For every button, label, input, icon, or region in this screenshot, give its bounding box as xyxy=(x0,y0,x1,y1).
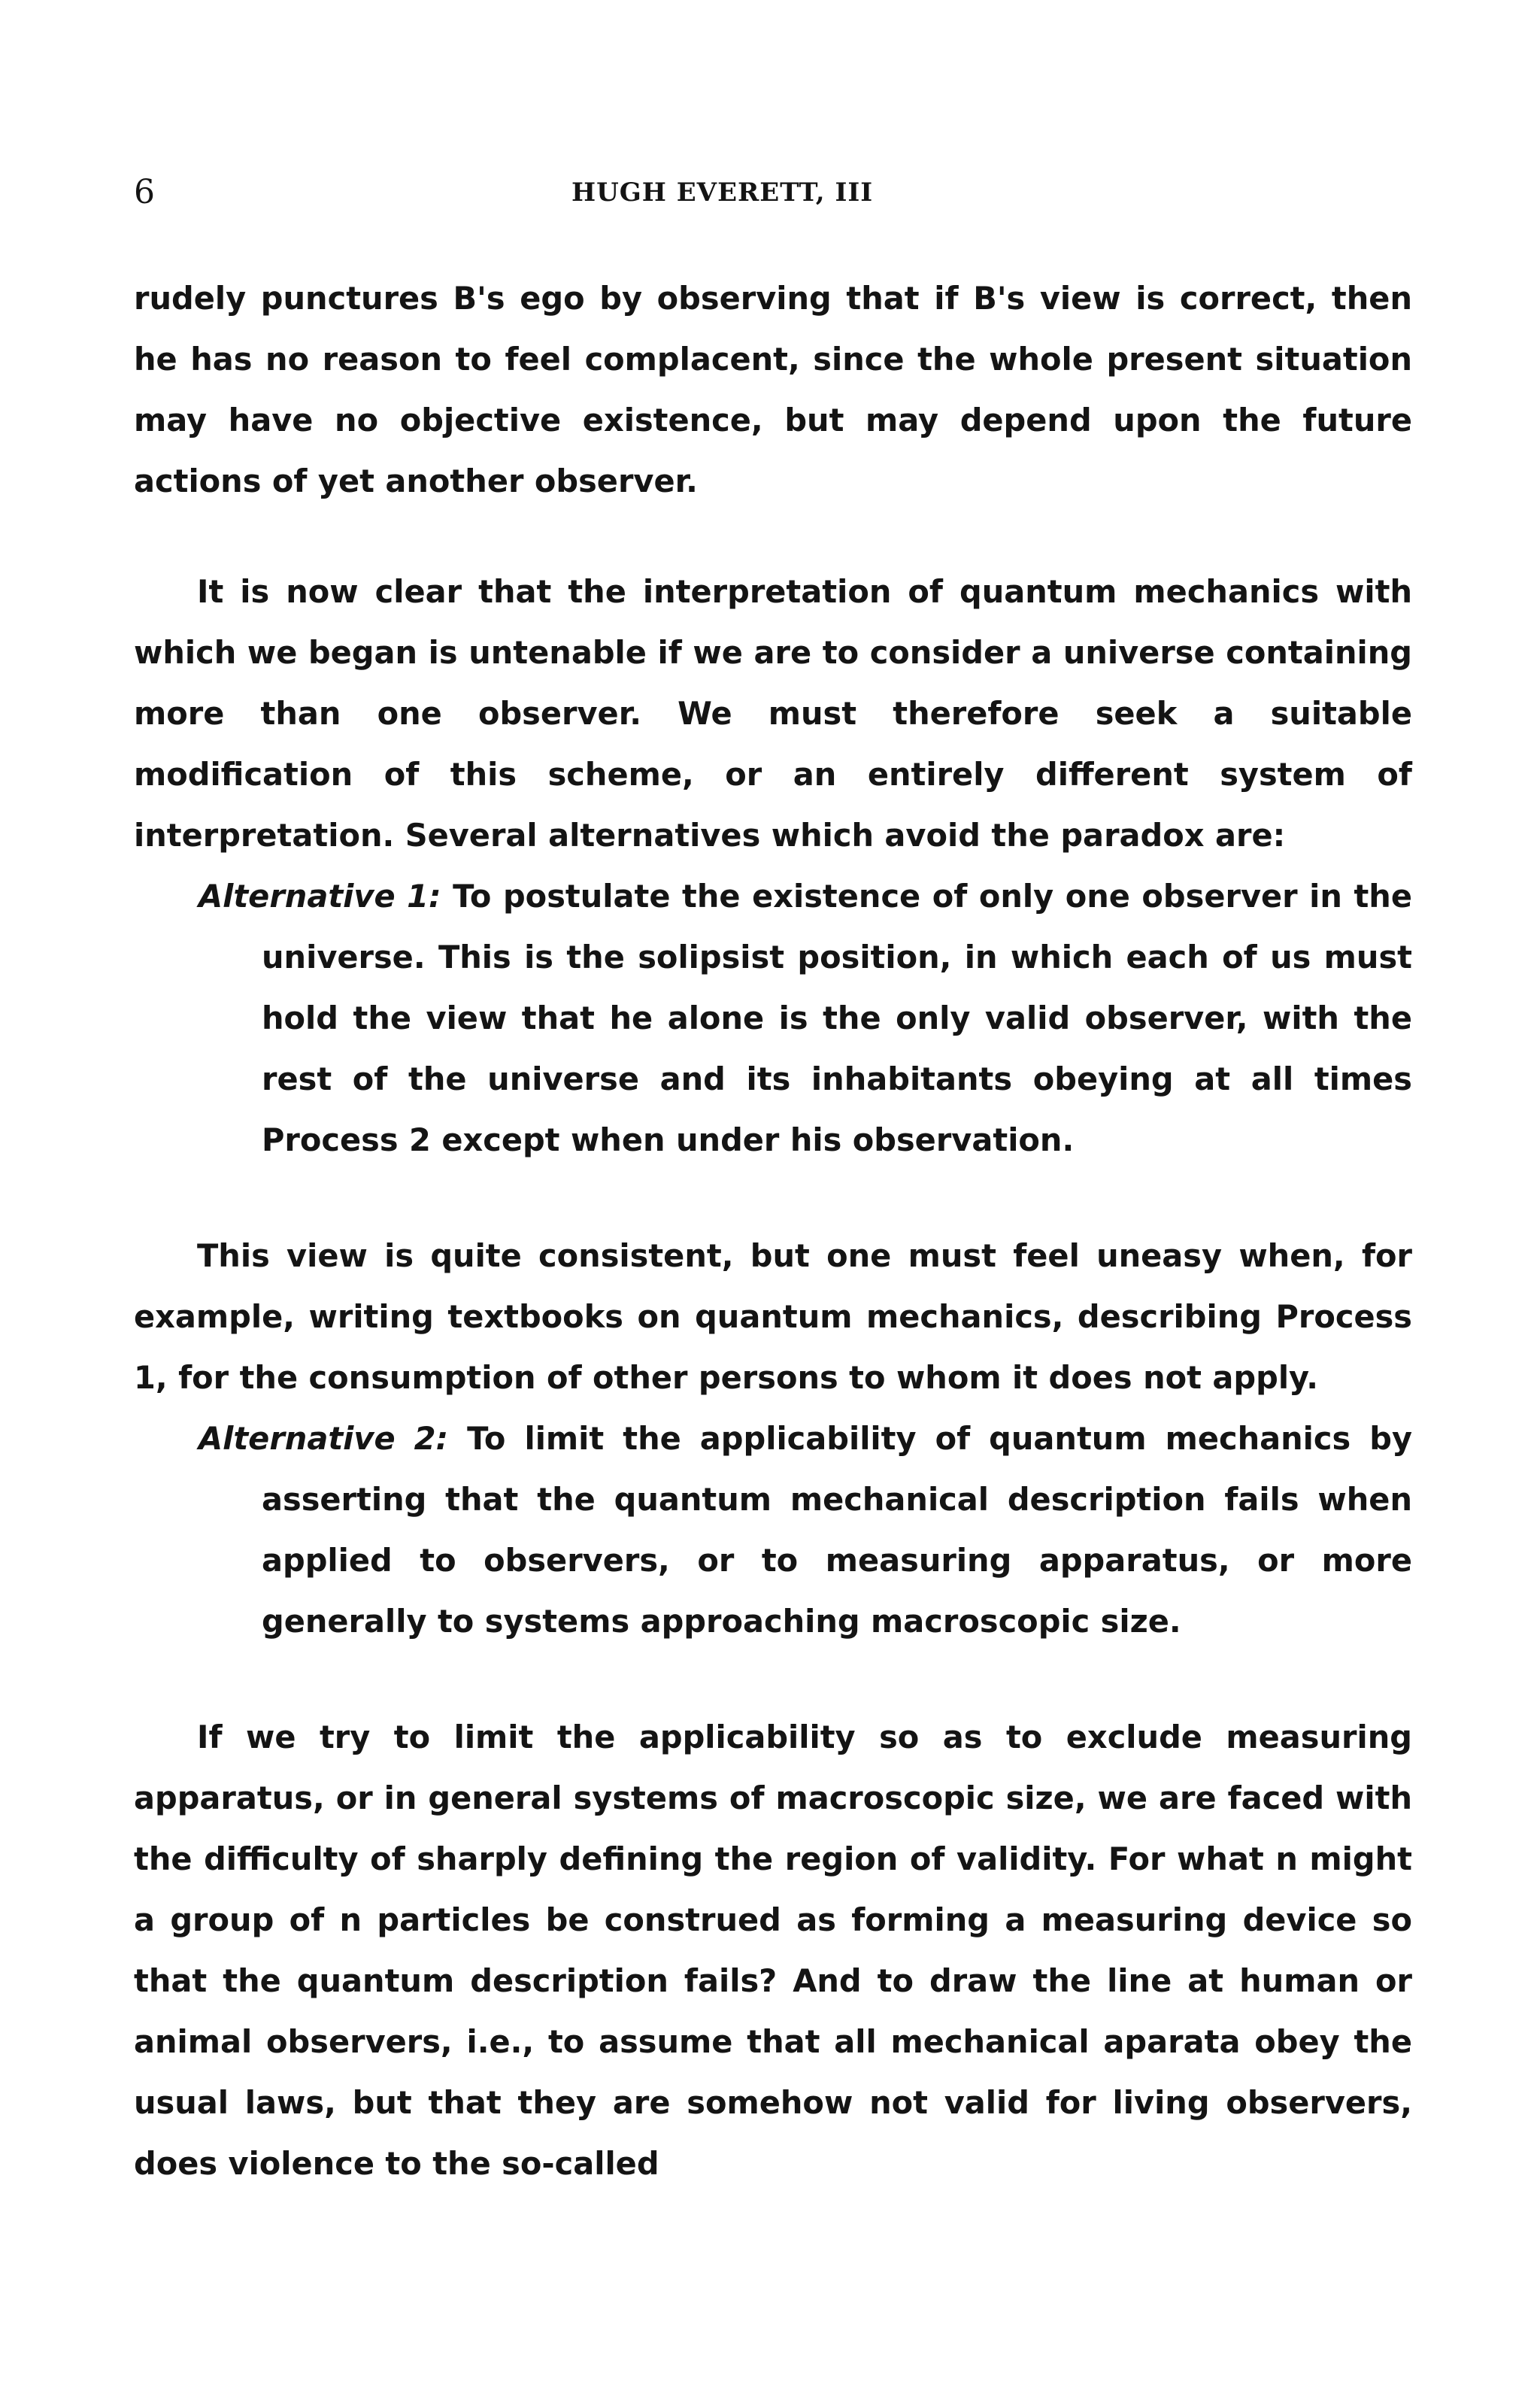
paragraph-1: rudely punctures B's ego by observing that if B's view is correct, then he has no reason to feel complacent, since the whole present situation may have no objective existence, but may depend upon the future actions of yet another observer. xyxy=(134,280,1412,499)
alternative-1-text: To postulate the existence of only one observer in the universe. This is the solipsist position, in which each of us must hold the view that he alone is the only valid observer, with the rest of the universe and its inhabitants obeying at all times Process 2 except when under his observation. xyxy=(262,878,1412,1158)
alternative-2 xyxy=(134,1408,1412,1652)
running-header xyxy=(0,170,1540,215)
body-text xyxy=(134,268,1412,2194)
alternative-1 xyxy=(134,866,1412,1170)
alternative-1-label: Alternative 1: xyxy=(199,878,441,915)
paragraph-3: This view is quite consistent, but one must feel uneasy when, for example, writing textbooks on quantum mechanics, describing Process 1, for the consumption of other persons to whom it does not apply. xyxy=(134,1237,1412,1396)
paragraph-4: If we try to limit the applicability so as to exclude measuring apparatus, or in general systems of macroscopic size, we are faced with the difficulty of sharply defining the region of validity. For what n might a group of n particles be construed as forming a measuring device so that the quantum description fails? And to draw the line at human or animal observers, i.e., to assume that all mechanical aparata obey the usual laws, but that they are somehow not valid for living observers, does violence to the so-called xyxy=(134,1719,1412,2182)
alternative-2-text: To limit the applicability of quantum mechanics by asserting that the quantum mechanical description fails when applied to observers, or to measuring apparatus, or more generally to systems approaching macroscopic size. xyxy=(262,1420,1412,1640)
alternative-2-label: Alternative 2: xyxy=(199,1420,449,1457)
running-header-title: HUGH EVERETT, III xyxy=(571,177,874,208)
paragraph-2: It is now clear that the interpretation of quantum mechanics with which we began is untenable if we are to consider a universe containing more than one observer. We must therefore seek a suitable modification of this scheme, or an entirely different system of interpretation. Several alternatives which avoid the paradox are: xyxy=(134,573,1412,854)
page-number: 6 xyxy=(134,173,155,211)
